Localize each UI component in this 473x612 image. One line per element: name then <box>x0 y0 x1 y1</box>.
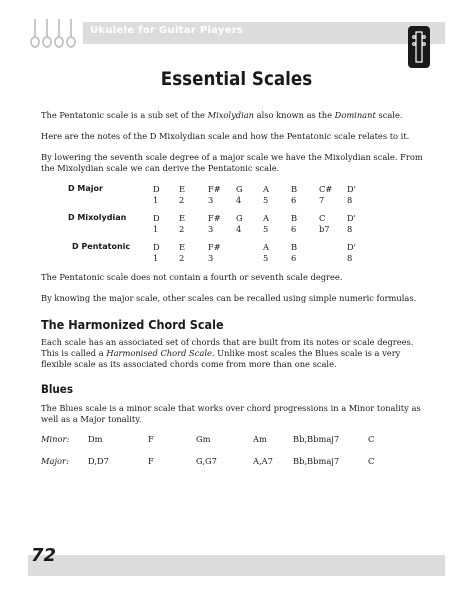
scale-degree: 1 <box>153 224 159 234</box>
scale-name: D Major <box>68 184 103 193</box>
scale-degree: 8 <box>347 195 353 205</box>
intro-paragraph-1: The Pentatonic scale is a sub set of the Mixolydian also known as the Dominant scale. <box>41 110 403 120</box>
chord: C <box>368 434 375 444</box>
scale-note: E <box>179 242 186 252</box>
scale-note: F# <box>208 213 221 223</box>
chord: Gm <box>196 434 211 444</box>
scale-degree: 5 <box>263 253 269 263</box>
scale-degree: 8 <box>347 224 353 234</box>
scale-degree: 3 <box>208 224 214 234</box>
scale-degree: 2 <box>179 195 185 205</box>
blues-paragraph: The Blues scale is a minor scale that works over chord progressions in a Minor tonality as well as a Major tonality. <box>41 403 421 424</box>
chord: Bb,Bbmaj7 <box>293 456 340 466</box>
scale-degree: 2 <box>179 224 185 234</box>
scale-note: B <box>291 213 298 223</box>
scale-degree: 1 <box>153 253 159 263</box>
scale-degree: 2 <box>179 253 185 263</box>
ukulele-icon <box>55 19 63 47</box>
scale-note: A <box>263 242 269 252</box>
ukulele-icon <box>31 19 39 47</box>
ukulele-headstock-icon <box>408 26 430 68</box>
scale-note: D <box>153 184 160 194</box>
footer-bar <box>28 555 445 576</box>
scale-note: A <box>263 184 269 194</box>
scale-degree: 4 <box>236 224 242 234</box>
scale-note: D <box>153 242 160 252</box>
harmonized-paragraph: Each scale has an associated set of chords that are built from its notes or scale degrees. This is called a Harmonised Chord Scale. Unlike most scales the Blues scale is a very flexible scale as its associated chords come from more than one scale. <box>41 337 414 369</box>
chord-row-label: Minor: <box>41 434 70 444</box>
scale-degree: 5 <box>263 224 269 234</box>
scale-degree: 5 <box>263 195 269 205</box>
intro-paragraph-3: By lowering the seventh scale degree of a major scale we have the Mixolydian scale. From the Mixolydian scale we can derive the Pentatonic scale. <box>41 152 423 173</box>
page-number: 72 <box>31 545 57 566</box>
scale-note: C# <box>319 184 333 194</box>
after-table-paragraph-2: By knowing the major scale, other scales can be recalled using simple numeric formulas. <box>41 293 417 303</box>
page-title: Essential Scales <box>160 68 313 90</box>
scale-name: D Pentatonic <box>72 242 131 251</box>
scale-note: C <box>319 213 326 223</box>
scale-note: D' <box>347 242 356 252</box>
chord: Am <box>253 434 267 444</box>
chord: Bb,Bbmaj7 <box>293 434 340 444</box>
scale-note: D <box>153 213 160 223</box>
scale-note: D' <box>347 213 356 223</box>
section-heading-blues: Blues <box>41 382 73 396</box>
chord-row-label: Major: <box>41 456 69 466</box>
chord: G,G7 <box>196 456 217 466</box>
scale-note: B <box>291 242 298 252</box>
thumb-tab <box>408 26 430 68</box>
scale-note: E <box>179 184 186 194</box>
after-table-paragraph-1: The Pentatonic scale does not contain a fourth or seventh scale degree. <box>41 272 343 282</box>
ukulele-icons <box>28 17 82 49</box>
scale-degree: 6 <box>291 253 297 263</box>
scale-note: F# <box>208 184 221 194</box>
header-title: Ukulele for Guitar Players <box>90 25 244 36</box>
chord: A,A7 <box>253 456 273 466</box>
scale-degree: 3 <box>208 195 214 205</box>
chord: Dm <box>88 434 103 444</box>
scale-degree: 4 <box>236 195 242 205</box>
scale-note: E <box>179 213 186 223</box>
scale-degree: 7 <box>319 195 325 205</box>
scale-degree: 6 <box>291 195 297 205</box>
chord: C <box>368 456 375 466</box>
scale-degree: 3 <box>208 253 214 263</box>
scale-note: G <box>236 213 243 223</box>
scale-note: D' <box>347 184 356 194</box>
scale-note: F# <box>208 242 221 252</box>
scale-degree: 8 <box>347 253 353 263</box>
chord: F <box>148 434 154 444</box>
scale-degree: 6 <box>291 224 297 234</box>
intro-paragraph-2: Here are the notes of the D Mixolydian scale and how the Pentatonic scale relates to it. <box>41 131 410 141</box>
scale-note: B <box>291 184 298 194</box>
scale-name: D Mixolydian <box>68 213 127 222</box>
ukulele-icon <box>67 19 75 47</box>
scale-note: A <box>263 213 269 223</box>
chord: D,D7 <box>88 456 109 466</box>
section-heading-harmonized: The Harmonized Chord Scale <box>41 317 224 332</box>
chord: F <box>148 456 154 466</box>
scale-degree: b7 <box>319 224 330 234</box>
scale-degree: 1 <box>153 195 159 205</box>
scale-note: G <box>236 184 243 194</box>
ukulele-icon <box>43 19 51 47</box>
